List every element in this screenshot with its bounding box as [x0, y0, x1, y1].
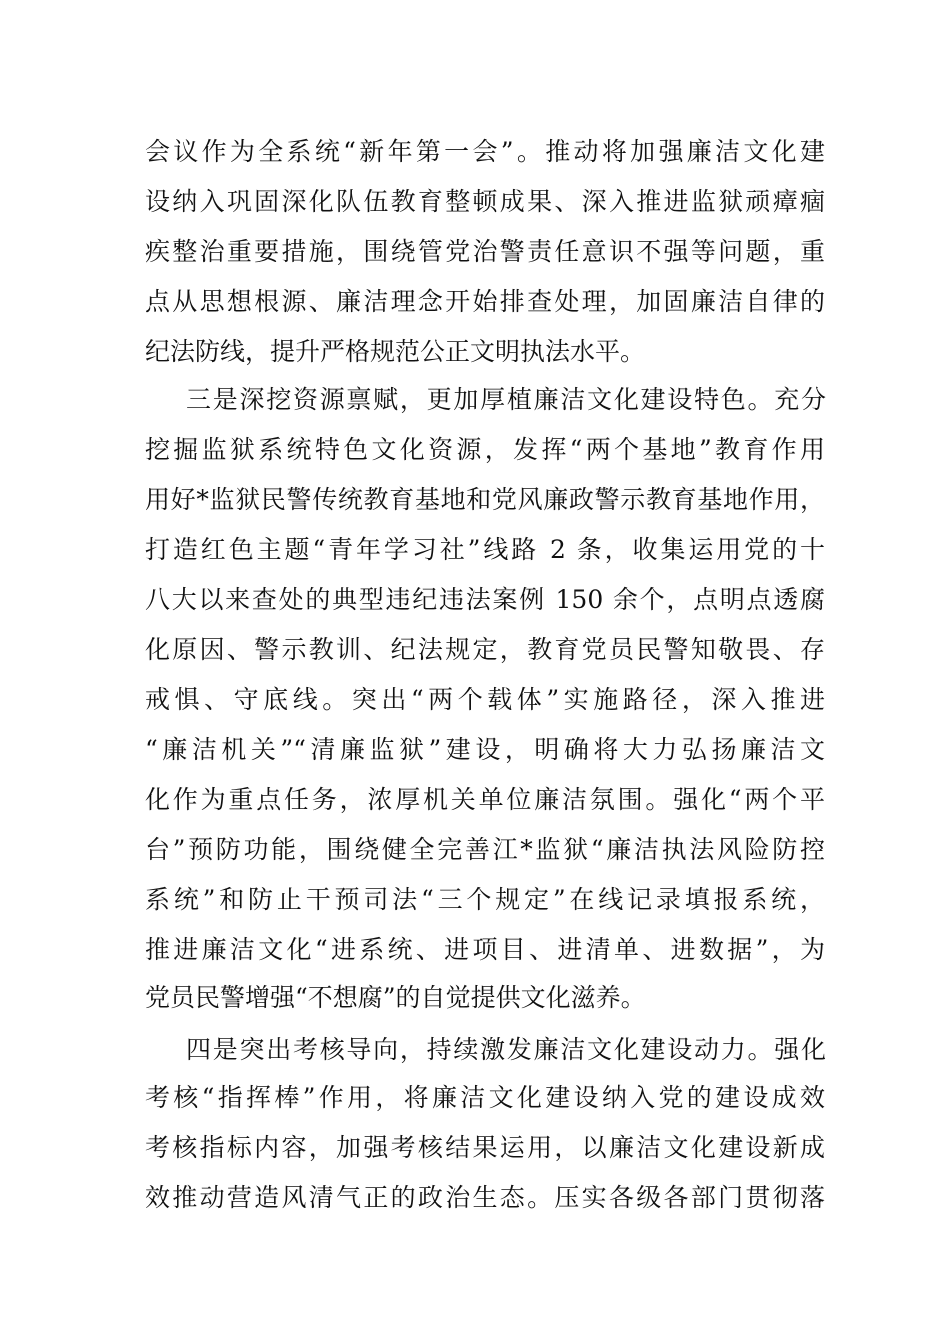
text-line: 纪法防线，提升严格规范公正文明执法水平。 [145, 337, 646, 366]
text-line: 设纳入巩固深化队伍教育整顿成果、深入推进监狱顽瘴痼 [145, 187, 825, 216]
text-line: 挖掘监狱系统特色文化资源，发挥“两个基地”教育作用 [145, 435, 825, 464]
text-line: 系统”和防止干预司法“三个规定”在线记录填报系统， [145, 885, 825, 914]
text-line: 用好*监狱民警传统教育基地和党风廉政警示教育基地作用， [145, 485, 825, 514]
text-line: 会议作为全系统“新年第一会”。推动将加强廉洁文化建 [145, 137, 825, 166]
text-line: 化原因、警示教训、纪法规定，教育党员民警知敬畏、存 [145, 635, 825, 664]
text-line: 戒惧、守底线。突出“两个载体”实施路径，深入推进 [145, 685, 825, 714]
text-line: 效推动营造风清气正的政治生态。压实各级各部门贯彻落 [145, 1183, 825, 1212]
text-line: 考核“指挥棒”作用，将廉洁文化建设纳入党的建设成效 [145, 1083, 825, 1112]
text-line: “廉洁机关”“清廉监狱”建设，明确将大力弘扬廉洁文 [145, 735, 825, 764]
text-line: 推进廉洁文化“进系统、进项目、进清单、进数据”，为 [145, 935, 825, 964]
text-line: 党员民警增强“不想腐”的自觉提供文化滋养。 [145, 983, 646, 1012]
text-line: 台”预防功能，围绕健全完善江*监狱“廉洁执法风险防控 [145, 835, 825, 864]
paragraph-start-line: 四是突出考核导向，持续激发廉洁文化建设动力。强化 [186, 1035, 826, 1064]
text-line: 考核指标内容，加强考核结果运用，以廉洁文化建设新成 [145, 1133, 825, 1162]
text-line: 化作为重点任务，浓厚机关单位廉洁氛围。强化“两个平 [145, 785, 825, 814]
text-line: 疾整治重要措施，围绕管党治警责任意识不强等问题，重 [145, 237, 825, 266]
paragraph-start-line: 三是深挖资源禀赋，更加厚植廉洁文化建设特色。充分 [186, 385, 826, 414]
text-line: 打造红色主题“青年学习社”线路 2 条，收集运用党的十 [145, 535, 825, 564]
text-line: 点从思想根源、廉洁理念开始排查处理，加固廉洁自律的 [145, 287, 825, 316]
text-line: 八大以来查处的典型违纪违法案例 150 余个，点明点透腐 [145, 585, 825, 614]
